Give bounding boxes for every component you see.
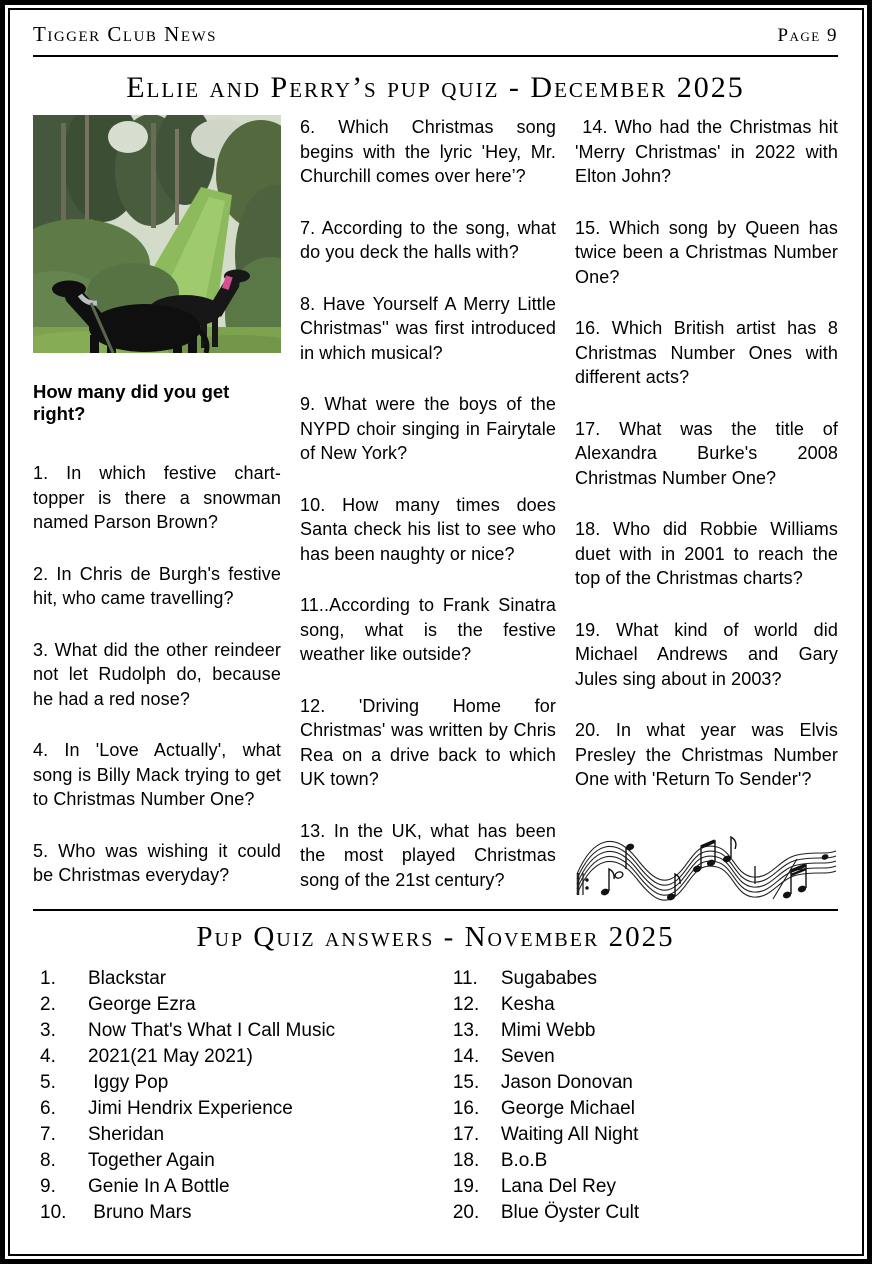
answers-title: Pup Quiz answers - November 2025	[196, 921, 675, 953]
answer-number: 7.	[40, 1124, 56, 1145]
answer-item	[453, 1122, 838, 1148]
answer-text: George Ezra	[88, 994, 196, 1015]
quiz-question: 7. According to the song, what do you deck the halls with?	[300, 217, 556, 262]
answer-item	[453, 1148, 838, 1174]
page-number: Page 9	[777, 25, 838, 46]
answer-number: 1.	[40, 968, 56, 989]
answer-item	[40, 966, 453, 992]
answer-text: Lana Del Rey	[500, 1176, 616, 1197]
answer-number: 15.	[452, 1072, 480, 1093]
answer-text: Mimi Webb	[500, 1020, 596, 1041]
answer-text: Iggy Pop	[88, 1072, 169, 1093]
answer-item	[453, 992, 838, 1018]
quiz-question: 5. Who was wishing it could be Christmas everyday?	[33, 840, 281, 885]
answer-number: 18.	[452, 1150, 480, 1171]
answer-item	[40, 1044, 453, 1070]
quiz-columns	[33, 115, 838, 907]
quiz-question: 14. Who had the Christmas hit 'Merry Christmas' in 2022 with Elton John?	[575, 117, 838, 186]
answer-text: Genie In A Bottle	[88, 1176, 230, 1197]
answer-text: Sugababes	[500, 968, 597, 989]
answer-text: Jason Donovan	[500, 1072, 633, 1093]
answer-text: Jimi Hendrix Experience	[88, 1098, 293, 1119]
music-notes-clipart	[575, 819, 838, 908]
quiz-question: 15. Which song by Queen has twice been a Christmas Number One?	[575, 217, 838, 287]
answer-number: 11.	[452, 968, 478, 989]
answer-text: 2021(21 May 2021)	[88, 1046, 253, 1067]
quiz-question: 4. In 'Love Actually', what song is Billy Mack trying to get to Christmas Number One?	[33, 740, 281, 809]
answer-item	[40, 992, 453, 1018]
quiz-question: 20. In what year was Elvis Presley the Christmas Number One with 'Return To Sender'?	[575, 720, 838, 789]
newsletter-title: Tigger Club News	[33, 22, 217, 46]
quiz-question: 11..According to Frank Sinatra song, what is the festive weather like outside?	[300, 595, 556, 664]
answer-number: 2.	[40, 994, 56, 1015]
answer-item	[453, 1070, 838, 1096]
answer-item	[453, 966, 838, 992]
quiz-question: 6. Which Christmas song begins with the lyric 'Hey, Mr. Churchill comes over here’?	[300, 117, 556, 186]
answer-text: Waiting All Night	[500, 1124, 639, 1145]
answer-number: 4.	[40, 1046, 56, 1067]
answer-item	[40, 1096, 453, 1122]
music-notes-image	[575, 819, 838, 908]
answer-number: 10.	[40, 1202, 67, 1223]
dogs-photo	[33, 115, 281, 353]
answer-text: Blue Öyster Cult	[500, 1202, 640, 1223]
answer-number: 14.	[452, 1046, 480, 1067]
answers-column-left	[40, 966, 453, 1226]
answer-number: 17.	[452, 1124, 480, 1145]
answer-number: 9.	[40, 1176, 56, 1197]
answer-number: 3.	[40, 1020, 56, 1041]
answer-text: Blackstar	[88, 968, 167, 989]
answer-text: George Michael	[500, 1098, 635, 1119]
answer-text: Sheridan	[88, 1124, 165, 1145]
quiz-question: 16. Which British artist has 8 Christmas Number Ones with different acts?	[575, 318, 838, 387]
answer-number: 16.	[452, 1098, 480, 1119]
answer-item	[40, 1148, 453, 1174]
quiz-question: 9. What were the boys of the NYPD choir singing in Fairytale of New York?	[300, 394, 556, 463]
answer-item	[453, 1044, 838, 1070]
answer-text: B.o.B	[500, 1150, 548, 1171]
page-inner-frame	[8, 8, 864, 1256]
answer-number: 5.	[40, 1072, 56, 1093]
answer-item	[453, 1200, 838, 1226]
answer-number: 13.	[452, 1020, 480, 1041]
quiz-question: 8. Have Yourself A Merry Little Christmas'' was first introduced in which musical?	[300, 293, 556, 363]
answer-number: 12.	[452, 994, 480, 1015]
quiz-question: 1. In which festive chart-topper is there a snowman named Parson Brown?	[33, 463, 281, 532]
quiz-question: 2. In Chris de Burgh's festive hit, who came travelling?	[33, 563, 281, 608]
answer-item	[453, 1096, 838, 1122]
quiz-column-3	[575, 115, 838, 907]
answer-text: Seven	[500, 1046, 555, 1067]
answer-text: Bruno Mars	[88, 1202, 192, 1223]
answer-text: Kesha	[500, 994, 555, 1015]
answer-item	[40, 1018, 453, 1044]
answer-text: Together Again	[88, 1150, 215, 1171]
section-divider-rule	[33, 909, 838, 911]
answer-text: Now That's What I Call Music	[88, 1020, 336, 1041]
answer-item	[40, 1122, 453, 1148]
answer-item	[40, 1174, 453, 1200]
quiz-question: 10. How many times does Santa check his list to see who has been naughty or nice?	[300, 494, 556, 564]
answer-item	[453, 1174, 838, 1200]
quiz-title: Ellie and Perry’s pup quiz - December 2025	[126, 71, 745, 104]
quiz-subheading: How many did you get right?	[33, 381, 230, 424]
quiz-question: 13. In the UK, what has been the most played Christmas song of the 21st century?	[300, 820, 556, 890]
quiz-question: 17. What was the title of Alexandra Burke's 2008 Christmas Number One?	[575, 418, 838, 488]
answer-item	[453, 1018, 838, 1044]
quiz-question: 12. 'Driving Home for Christmas' was written by Chris Rea on a drive back to which UK town?	[300, 695, 556, 789]
quiz-column-1	[33, 115, 281, 907]
quiz-column-2	[300, 115, 556, 907]
answer-number: 20.	[452, 1202, 480, 1223]
masthead	[33, 22, 838, 47]
answer-number: 19.	[452, 1176, 480, 1197]
quiz-question: 18. Who did Robbie Williams duet with in 2001 to reach the top of the Christmas charts?	[575, 519, 838, 588]
quiz-question: 19. What kind of world did Michael Andrews and Gary Jules sing about in 2003?	[575, 619, 838, 689]
answers-list	[33, 966, 838, 1226]
answer-item	[40, 1070, 453, 1096]
answer-item	[40, 1200, 453, 1226]
quiz-question: 3. What did the other reindeer not let Rudolph do, because he had a red nose?	[33, 639, 281, 709]
dogs-photo-image	[33, 115, 281, 353]
answer-number: 8.	[40, 1150, 56, 1171]
answers-column-right	[453, 966, 838, 1226]
answer-number: 6.	[40, 1098, 56, 1119]
masthead-rule	[33, 55, 838, 57]
